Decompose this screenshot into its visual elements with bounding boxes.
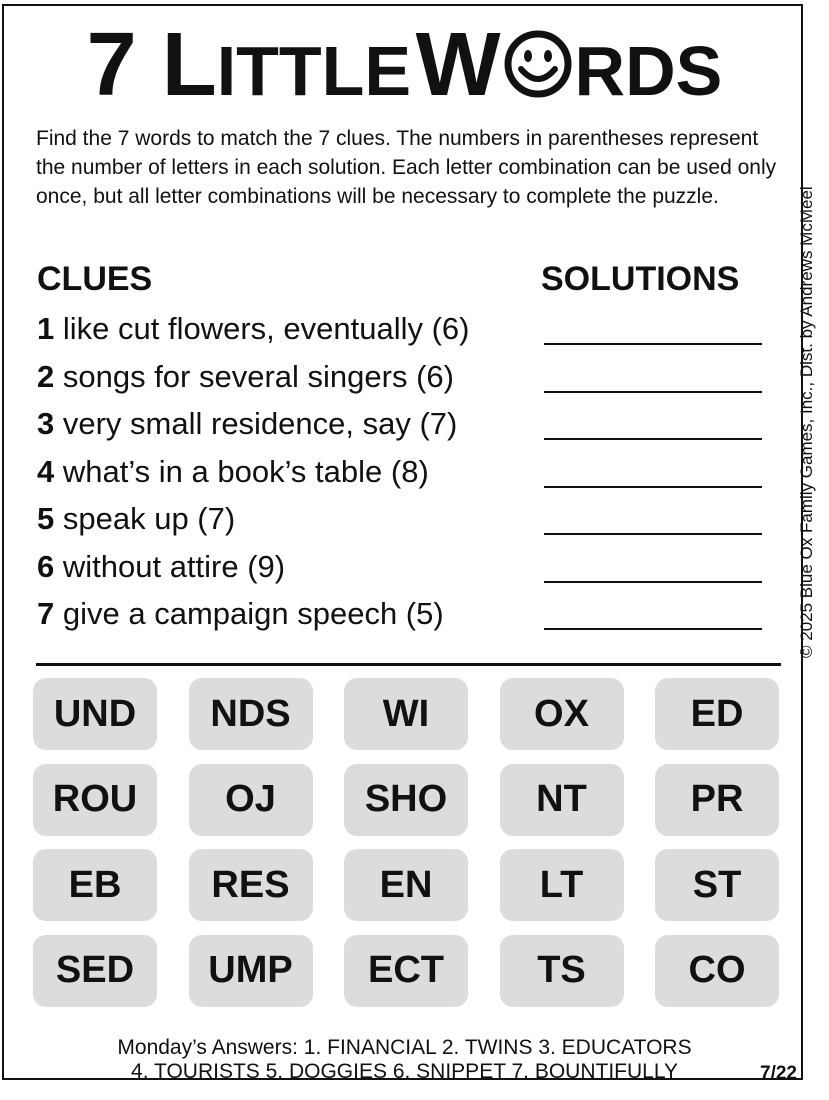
letter-tile[interactable]: WI [344, 678, 468, 750]
clue-text: songs for several singers (6) [54, 358, 454, 394]
solution-blank[interactable] [544, 533, 762, 535]
instructions-text: Find the 7 words to match the 7 clues. The numbers in parentheses represent the number of letters in each solution. Each letter combination can be used only once, but all letter combinations will be necessary to complete the puzzle. [36, 127, 777, 208]
clue-row [37, 596, 767, 636]
clue-row [37, 454, 767, 494]
puzzle-title [4, 15, 805, 115]
answers-line-2: 4. TOURISTS 5. DOGGIES 6. SNIPPET 7. BOUNTIFULLY [131, 1060, 678, 1083]
clue-row [37, 549, 767, 589]
letter-tile[interactable]: EB [33, 849, 157, 921]
clue-number: 4 [37, 453, 55, 489]
letter-tile[interactable]: OJ [189, 764, 313, 836]
letter-tile[interactable]: LT [500, 849, 624, 921]
letter-tile[interactable]: SHO [344, 764, 468, 836]
letter-tile[interactable]: ED [655, 678, 779, 750]
letter-tile[interactable]: CO [655, 935, 779, 1007]
clue-text: speak up (7) [54, 501, 236, 536]
solution-blank[interactable] [544, 343, 762, 345]
letter-tile[interactable]: OX [500, 678, 624, 750]
copyright-credit: © 2025 Blue Ox Family Games, Inc., Dist. by Andrews McMeel [797, 186, 816, 658]
clue-number: 1 [37, 311, 55, 346]
title-seven-l: 7 L [86, 15, 217, 115]
clue-text: what’s in a book’s table (8) [54, 453, 429, 489]
letter-tile[interactable]: ROU [33, 764, 157, 836]
letter-tile[interactable]: ECT [344, 935, 468, 1007]
letter-tile[interactable]: RES [189, 849, 313, 921]
letter-tile[interactable]: ST [655, 849, 779, 921]
letter-tile[interactable]: NDS [189, 678, 313, 750]
clue-text: without attire (9) [54, 548, 286, 584]
puzzle-frame [2, 4, 816, 1084]
clue-text: very small residence, say (7) [54, 406, 458, 441]
title-rds: RDS [574, 32, 723, 110]
smiley-face-icon [503, 29, 573, 99]
clue-row [37, 311, 767, 351]
clue-number: 3 [37, 406, 55, 441]
letter-tile[interactable]: SED [33, 935, 157, 1007]
previous-answers [4, 1036, 805, 1084]
letter-tile[interactable]: EN [344, 849, 468, 921]
section-divider [36, 663, 781, 666]
solution-blank[interactable] [544, 628, 762, 630]
letter-tile[interactable]: NT [500, 764, 624, 836]
clue-number: 2 [37, 358, 55, 394]
clue-row [37, 501, 767, 541]
clues-header: CLUES [37, 260, 153, 298]
solution-blank[interactable] [544, 486, 762, 488]
answers-line-1: Monday’s Answers: 1. FINANCIAL 2. TWINS 3. EDUCATORS [117, 1036, 692, 1059]
letter-tile[interactable]: PR [655, 764, 779, 836]
clue-row [37, 406, 767, 446]
solution-blank[interactable] [544, 438, 762, 440]
clue-number: 7 [37, 596, 55, 631]
solution-blank[interactable] [544, 391, 762, 393]
solutions-header: SOLUTIONS [541, 260, 740, 298]
title-w: W [415, 15, 501, 115]
solution-blank[interactable] [544, 581, 762, 583]
letter-tile[interactable]: TS [500, 935, 624, 1007]
clue-text: like cut flowers, eventually (6) [54, 311, 470, 346]
puzzle-date: 7/22 [760, 1063, 797, 1084]
letter-tile[interactable]: UND [33, 678, 157, 750]
title-ittle: ITTLE [216, 32, 412, 110]
letter-tile[interactable]: UMP [189, 935, 313, 1007]
clue-text: give a campaign speech (5) [54, 596, 444, 631]
clue-row [37, 359, 767, 399]
clue-number: 5 [37, 501, 55, 536]
clue-number: 6 [37, 548, 55, 584]
